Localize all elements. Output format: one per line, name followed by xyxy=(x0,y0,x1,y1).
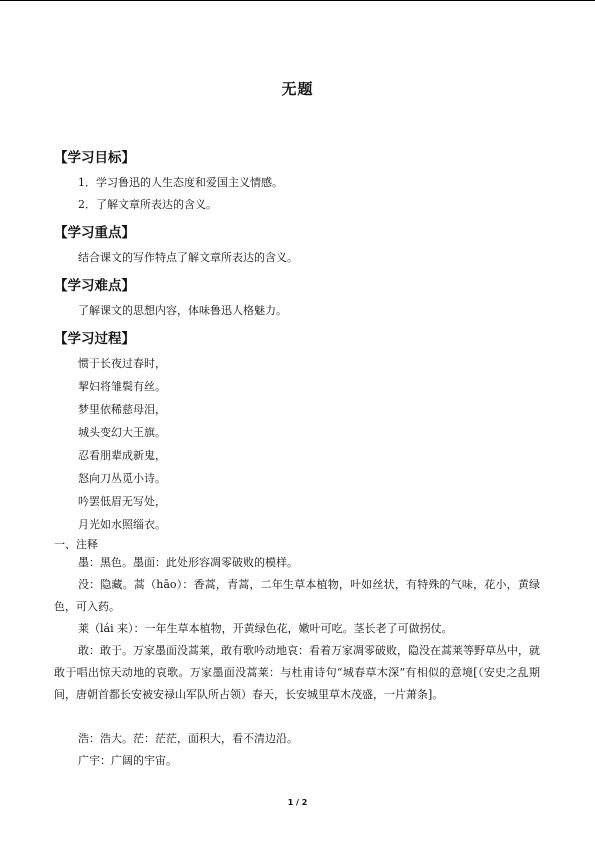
page-number: 1 / 2 xyxy=(287,798,308,807)
section-heading-process: 【学习过程】 xyxy=(54,331,135,347)
poem-line: 吟罢低眉无写处， xyxy=(78,495,166,508)
poem-line: 挈妇将雏鬓有丝。 xyxy=(78,380,166,393)
goal-item: 1．学习鲁迅的人生态度和爱国主义情感。 xyxy=(78,176,283,189)
note-paragraph: 莱（lái 来）：一年生草本植物，开黄绿色花，嫩叶可吃。茎长老了可做拐仗。 xyxy=(78,622,453,635)
note-paragraph: 广宇：广阔的宇宙。 xyxy=(78,754,177,767)
poem-line: 梦里依稀慈母泪， xyxy=(78,403,166,416)
notes-heading: 一、注释 xyxy=(54,538,98,551)
note-paragraph: 敢：敢于。万家墨面没蒿莱，敢有歌吟动地哀：看着万家凋零破败，隐没在蒿莱等野草丛中，就敢于唱出惊天动地的哀歌。万家墨面没蒿莱：与杜甫诗句“城春草木深”有相似的意境[（安史之乱期间，唐朝首都长安被安禄山军队所占领）春天，长安城里草木茂盛，一片萧条]。 xyxy=(54,644,540,701)
note-paragraph: 墨：黑色。墨面：此处形容凋零破败的模样。 xyxy=(78,556,298,569)
goal-item: 2．了解文章所表达的含义。 xyxy=(78,198,217,211)
section-heading-goals: 【学习目标】 xyxy=(54,150,135,166)
section-heading-difficulties: 【学习难点】 xyxy=(54,278,135,294)
header-rule xyxy=(0,0,595,1)
poem-line: 城头变幻大王旗。 xyxy=(78,426,166,439)
difficulties-text: 了解课文的思想内容，体味鲁迅人格魅力。 xyxy=(78,304,287,317)
poem-line: 惯于长夜过春时， xyxy=(78,357,166,370)
section-heading-key-points: 【学习重点】 xyxy=(54,225,135,241)
note-paragraph: 浩：浩大。茫：茫茫，面积大，看不清边沿。 xyxy=(78,732,298,745)
poem-line: 忍看朋辈成新鬼， xyxy=(78,449,166,462)
page-title: 无题 xyxy=(281,80,314,98)
poem-line: 月光如水照缁衣。 xyxy=(78,518,166,531)
poem-line: 怒向刀丛觅小诗。 xyxy=(78,472,166,485)
note-paragraph: 没：隐藏。蒿（hāo）：香蒿，青蒿，二年生草本植物，叶如丝状，有特殊的气味，花小，黄绿色，可入药。 xyxy=(54,578,540,613)
key-points-text: 结合课文的写作特点了解文章所表达的含义。 xyxy=(78,251,298,264)
